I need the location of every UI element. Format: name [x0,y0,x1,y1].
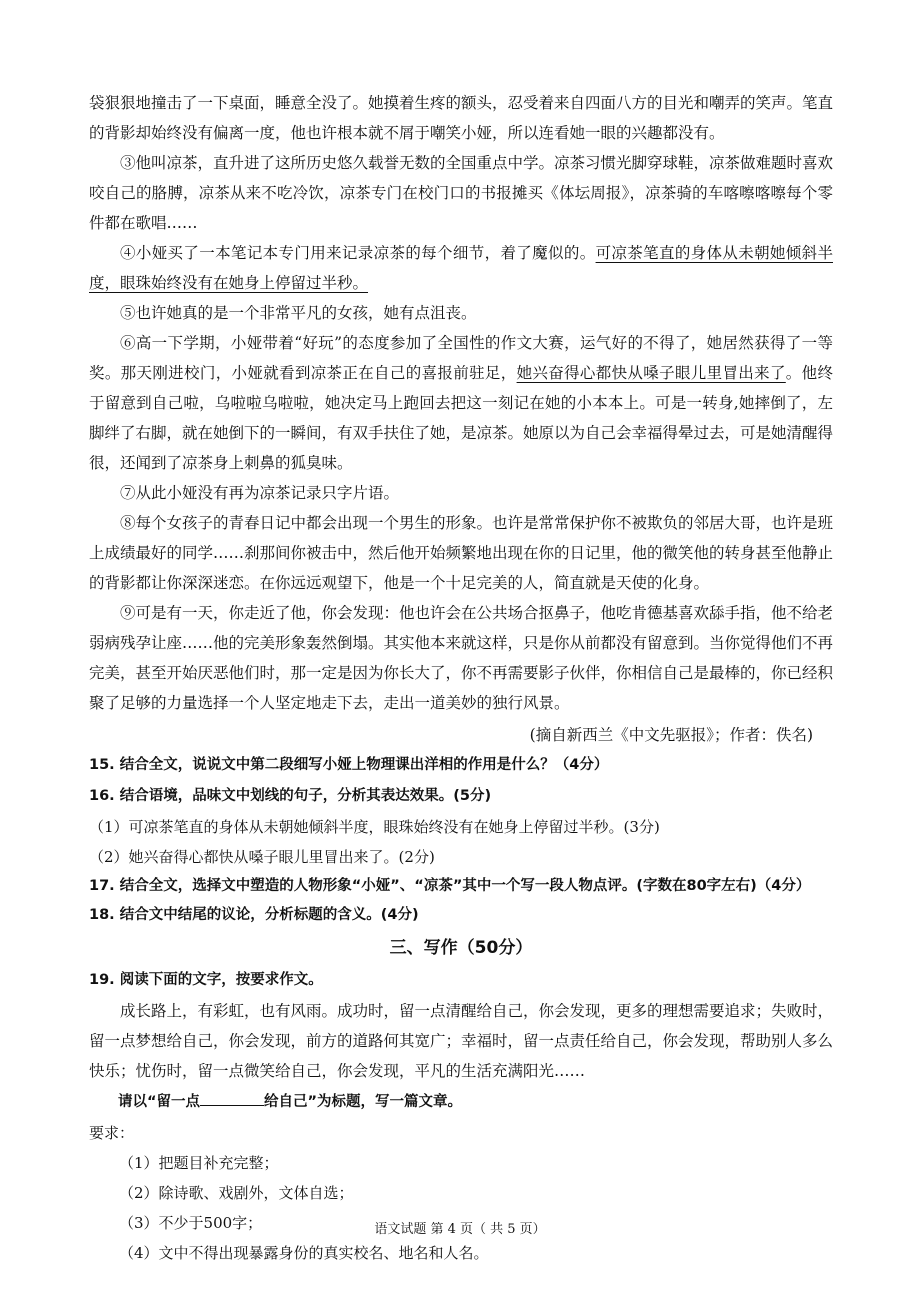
section-title-writing: 三、写作（50分） [389,938,533,958]
article-paragraph-3: ③他叫凉茶，直升进了这所历史悠久载誉无数的全国重点中学。凉茶习惯光脚穿球鞋，凉茶做难题时喜欢咬自己的胳膊，凉茶从来不吃冷饮，凉茶专门在校门口的书报摊买《体坛周报》，凉茶骑的车喀嚓喀嚓每个零件都在歌唱…… [89,154,834,232]
essay-title-blank [200,1091,264,1106]
paragraph-6-text-b: 。他终于留意到自己啦，乌啦啦乌啦啦，她决定马上跑回去把这一刻记在她的小本本上。可是一转身,她摔倒了，左脚绊了右脚，就在她倒下的一瞬间，有双手扶住了她，是凉茶。她原以为自己会幸福得晕过去，可是她清醒得很，还闻到了凉茶身上刺鼻的狐臭味。 [89,364,834,472]
page-footer: 语文试题 第 4 页（ 共 5 页） [374,1222,546,1237]
article-paragraph-4 [89,238,833,298]
requirements-label: 要求： [89,1124,135,1142]
question-16: 16. 结合语境，品味文中划线的句子，分析其表达效果。(5分) [89,788,492,804]
question-15: 15. 结合全文，说说文中第二段细写小娅上物理课出洋相的作用是什么？（4分） [89,757,609,773]
article-paragraph-5: ⑤也许她真的是一个非常平凡的女孩，她有点沮丧。 [120,304,477,322]
question-16-part-2: （2）她兴奋得心都快从嗓子眼儿里冒出来了。(2分) [89,848,435,866]
article-source: (摘自新西兰《中文先驱报》；作者：佚名) [529,726,813,744]
article-paragraph-8: ⑧每个女孩子的青春日记中都会出现一个男生的形象。也许是常常保护你不被欺负的邻居大哥，也许是班上成绩最好的同学……刹那间你被击中，然后他开始频繁地出现在你的日记里，他的微笑他的转身甚至他静止的背影都让你深深迷恋。在你远远观望下，他是一个十足完美的人，简直就是天使的化身。 [89,514,834,592]
paragraph-6-text-a: ⑥高一下学期，小娅带着“好玩”的态度参加了全国性的作文大赛，运气好的不得了，她居然获得了一等奖。那天刚进校门，小娅就看到凉茶正在自己的喜报前驻足， [89,334,833,382]
question-17: 17. 结合全文，选择文中塑造的人物形象“小娅”、“凉茶”其中一个写一段人物点评。(字数在80字左右)（4分） [89,878,811,894]
essay-title-instruction [89,1086,833,1118]
requirement-item: （1）把题目补充完整； [119,1154,279,1172]
question-19: 19. 阅读下面的文字，按要求作文。 [89,972,323,988]
underlined-sentence-1: 可凉茶笔直的身体从未朝她倾斜半度，眼珠始终没有在她身上停留过半秒。 [89,244,833,292]
writing-prompt: 成长路上，有彩虹，也有风雨。成功时，留一点清醒给自己，你会发现，更多的理想需要追求；失败时，留一点梦想给自己，你会发现，前方的道路何其宽广；幸福时，留一点责任给自己，你会发现，帮助别人多么快乐；忧伤时，留一点微笑给自己，你会发现，平凡的生活充满阳光…… [89,1002,834,1080]
question-18: 18. 结合文中结尾的议论，分析标题的含义。(4分) [89,907,419,923]
article-paragraph-6 [89,328,833,478]
article-paragraph-9: ⑨可是有一天，你走近了他，你会发现：他也许会在公共场合抠鼻子，他吃肯德基喜欢舔手指，他不给老弱病残孕让座……他的完美形象轰然倒塌。其实他本来就这样，只是你从前都没有留意到。当你觉得他们不再完美，甚至开始厌恶他们时，那一定是因为你长大了，你不再需要影子伙伴，你相信自己是最棒的，你已经积聚了足够的力量选择一个人坚定地走下去，走出一道美妙的独行风景。 [89,604,834,712]
article-paragraph-2-cont: 袋狠狠地撞击了一下桌面，睡意全没了。她摸着生疼的额头，忍受着来自四面八方的目光和嘲弄的笑声。笔直的背影却始终没有偏离一度，他也许根本就不屑于嘲笑小娅，所以连看她一眼的兴趣都没有。 [89,94,834,142]
requirement-item: （3）不少于500字； [119,1214,263,1232]
exam-page [89,88,833,1268]
requirement-item: （2）除诗歌、戏剧外，文体自选； [119,1184,354,1202]
essay-title-after: 给自己”为标题，写一篇文章。 [264,1094,463,1110]
question-16-part-1: （1）可凉茶笔直的身体从未朝她倾斜半度，眼珠始终没有在她身上停留过半秒。(3分) [89,818,660,836]
essay-title-before: 请以“留一点 [118,1094,201,1110]
paragraph-4-text: ④小娅买了一本笔记本专门用来记录凉茶的每个细节，着了魔似的。 [120,244,596,262]
requirement-item: （4）文中不得出现暴露身份的真实校名、地名和人名。 [119,1244,489,1262]
article-paragraph-7: ⑦从此小娅没有再为凉茶记录只字片语。 [120,484,400,502]
underlined-sentence-2: 她兴奋得心都快从嗓子眼儿里冒出来了 [516,364,786,382]
